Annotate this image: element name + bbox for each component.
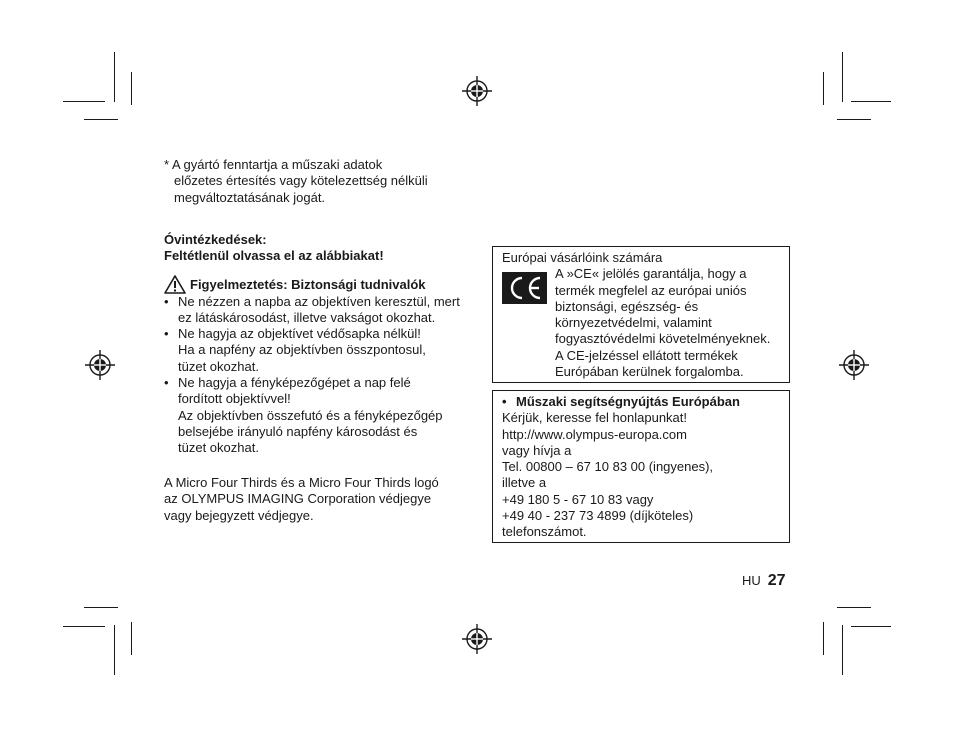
page-number-value: 27 [767,572,786,589]
ce-line: környezetvédelmi, valamint [555,315,712,331]
support-heading-text: Műszaki segítségnyújtás Európában [516,394,740,409]
list-item-line: tüzet okozhat. [178,440,259,456]
technical-support-box [492,390,790,543]
ce-box-text [555,266,781,380]
list-item-line: ez látáskárosodást, illetve vakságot okozhat. [178,309,436,325]
note-line: előzetes értesítés vagy kötelezettség nélküli [174,173,428,189]
warning-heading-text: Figyelmeztetés: Biztonsági tudnivalók [190,277,426,293]
support-line: Kérjük, keresse fel honlapunkat! [502,410,687,426]
ce-line: termék megfelel az európai uniós [555,282,747,298]
ce-line: A »CE« jelölés garantálja, hogy a [555,266,747,282]
trademark-notice [164,475,464,524]
list-item [164,375,464,456]
support-phone: +49 180 5 - 67 10 83 vagy [502,491,654,507]
language-code: HU [742,573,761,588]
list-item-line: fordított objektívvel! [178,391,291,407]
page-number [742,572,786,590]
list-item-line: belsejébe irányuló napfény károsodást és [178,423,418,439]
list-item-line: tüzet okozhat. [178,358,259,374]
warning-list [164,294,464,457]
cautions-subtitle: Feltétlenül olvassa el az alábbiakat! [164,248,384,264]
list-item-line: • Ne nézzen a napba az objektíven keresztül, mert [178,293,460,309]
bullet: • [502,394,507,409]
specification-note [164,157,464,206]
cautions-title: Óvintézkedések: [164,232,267,247]
list-item-line: • Ne hagyja az objektívet védősapka nélkül! [178,326,421,342]
warning-triangle-icon [164,275,186,294]
registration-mark-icon [839,350,869,380]
list-item-line: • Ne hagyja a fényképezőgépet a nap felé [178,375,411,391]
ce-line: biztonsági, egészség- és [555,298,699,314]
support-line: telefonszámot. [502,524,587,540]
list-item-line: Az objektívben összefutó és a fényképezőgép [178,407,443,423]
trademark-line: A Micro Four Thirds és a Micro Four Thirds logó [164,475,439,490]
ce-mark-icon [502,272,547,304]
registration-mark-icon [462,624,492,654]
ce-box-title: Európai vásárlóink számára [502,250,663,265]
list-item [164,326,464,375]
note-line: megváltoztatásának jogát. [174,189,326,205]
ce-line: A CE-jelzéssel ellátott termékek [555,347,738,363]
trademark-line: vagy bejegyzett védjegye. [164,507,314,523]
warning-heading [164,275,464,294]
list-item-line: Ha a napfény az objektívben összpontosul, [178,342,426,358]
list-item [164,294,464,327]
ce-line: fogyasztóvédelmi követelményeknek. [555,331,771,347]
support-phone: +49 40 - 237 73 4899 (díjköteles) [502,508,694,524]
registration-mark-icon [462,76,492,106]
ce-line: Európában kerülnek forgalomba. [555,364,744,380]
support-url: http://www.olympus-europa.com [502,426,687,442]
trademark-line: az OLYMPUS IMAGING Corporation védjegye [164,491,432,507]
support-phone: Tel. 00800 – 67 10 83 00 (ingyenes), [502,459,714,475]
support-heading [502,394,780,410]
note-line: * A gyártó fenntartja a műszaki adatok [164,157,383,172]
ce-notice-box [492,246,790,383]
registration-mark-icon [85,350,115,380]
support-line: vagy hívja a [502,442,572,458]
cautions-section [164,232,464,457]
support-line: illetve a [502,475,547,491]
